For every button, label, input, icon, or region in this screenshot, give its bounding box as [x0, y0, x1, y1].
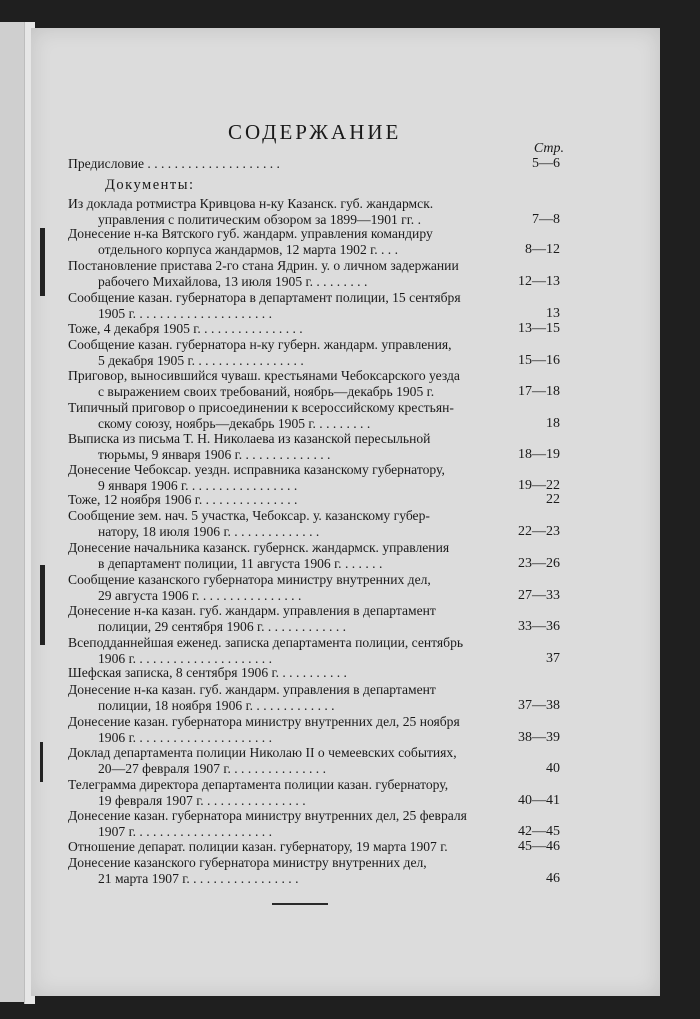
- toc-entry-text: 20—27 февраля 1907 г. . . . . . . . . . . . . . .: [98, 761, 327, 776]
- toc-page-number: 45—46: [518, 839, 560, 854]
- toc-entry: [68, 196, 560, 228]
- toc-entry-text: Отношение депарат. полиции казан. губернатору, 19 марта 1907 г.: [68, 839, 448, 854]
- toc-entry-text: Донесение начальника казанск. губернск. жандармск. управления: [68, 540, 450, 555]
- toc-entry-text: тюрьмы, 9 января 1906 г. . . . . . . . . . . . . .: [98, 447, 331, 462]
- toc-entry-text: отдельного корпуса жандармов, 12 марта 1902 г. . . .: [98, 242, 398, 257]
- toc-entry: [68, 808, 560, 840]
- toc-entry-text: Донесение казан. губернатора министру внутренних дел, 25 февраля: [68, 808, 467, 823]
- toc-page-number: 8—12: [525, 242, 560, 257]
- toc-page-number: 18—19: [518, 447, 560, 462]
- toc-page-number: 17—18: [518, 384, 560, 399]
- toc-entry: [68, 855, 560, 887]
- margin-mark: [40, 565, 45, 645]
- toc-page-number: 15—16: [518, 353, 560, 368]
- toc-entry: [68, 492, 560, 508]
- toc-entry-text: Доклад департамента полиции Николаю II о чемеевских событиях,: [68, 745, 457, 760]
- toc-entry-text: Телеграмма директора департамента полиции казан. губернатору,: [68, 777, 449, 792]
- toc-entry-text: 1906 г. . . . . . . . . . . . . . . . . . . . .: [98, 651, 272, 666]
- toc-entry-text: Типичный приговор о присоединении к всероссийскому крестьян-: [68, 400, 454, 415]
- toc-entry: [68, 682, 560, 714]
- toc-entry-text: Из доклада ротмистра Кривцова н-ку Казанск. губ. жандармск.: [68, 196, 434, 211]
- toc-entry: [68, 226, 560, 258]
- toc-entry-text: полиции, 29 сентября 1906 г. . . . . . . . . . . . .: [98, 619, 347, 634]
- toc-page-number: 40—41: [518, 793, 560, 808]
- toc-page-number: 33—36: [518, 619, 560, 634]
- toc-page-number: 22—23: [518, 524, 560, 539]
- toc-entry: [68, 368, 560, 400]
- toc-page-number: 40: [546, 761, 560, 776]
- toc-entry-text: Постановление пристава 2-го стана Ядрин. у. о личном задержании: [68, 258, 459, 273]
- toc-entry-text: 29 августа 1906 г. . . . . . . . . . . . . . . .: [98, 588, 302, 603]
- toc-entry-text: Донесение казан. губернатора министру внутренних дел, 25 ноября: [68, 714, 460, 729]
- toc-page-number: 23—26: [518, 556, 560, 571]
- toc-entry-text: натору, 18 июля 1906 г. . . . . . . . . . . . . .: [98, 524, 320, 539]
- toc-entry-text: Донесение н-ка казан. губ. жандарм. управления в департамент: [68, 603, 436, 618]
- toc-entry-text: в департамент полиции, 11 августа 1906 г. . . . . . .: [98, 556, 383, 571]
- toc-page-number: 37: [546, 651, 560, 666]
- toc-entry-text: управления с политическим обзором за 1899—1901 гг. .: [98, 212, 421, 227]
- margin-mark: [40, 742, 43, 782]
- toc-page-number: 38—39: [518, 730, 560, 745]
- toc-entry-text: Выписка из письма Т. Н. Николаева из казанской пересыльной: [68, 431, 431, 446]
- toc-page-number: 42—45: [518, 824, 560, 839]
- toc-entry-text: Донесение н-ка казан. губ. жандарм. управления в департамент: [68, 682, 436, 697]
- toc-entry: [68, 714, 560, 746]
- toc-entry-text: рабочего Михайлова, 13 июля 1905 г. . . . . . . . .: [98, 274, 368, 289]
- toc-page-number: 5—6: [532, 156, 560, 171]
- toc-entry-text: Всеподданнейшая еженед. записка департамента полиции, сентябрь: [68, 635, 464, 650]
- toc-entry-text: Предисловие . . . . . . . . . . . . . . . . . . . .: [68, 156, 280, 171]
- toc-entry-text: Шефская записка, 8 сентября 1906 г. . . . . . . . . . .: [68, 665, 347, 680]
- toc-entry: [68, 156, 560, 172]
- toc-entry-text: Тоже, 12 ноября 1906 г. . . . . . . . . . . . . . .: [68, 492, 298, 507]
- toc-page-number: 37—38: [518, 698, 560, 713]
- toc-entry: [68, 635, 560, 667]
- page-column-label: Стр.: [533, 141, 564, 156]
- toc-page-number: 46: [546, 871, 560, 886]
- toc-page-number: 7—8: [532, 212, 560, 227]
- margin-mark: [40, 228, 45, 296]
- section-heading: Документы:: [105, 177, 195, 193]
- toc-entry: [68, 290, 560, 322]
- toc-entry-text: 1906 г. . . . . . . . . . . . . . . . . . . . .: [98, 730, 272, 745]
- toc-entry: [68, 540, 560, 572]
- toc-page-number: 19—22: [518, 478, 560, 493]
- toc-page-number: 13: [546, 306, 560, 321]
- toc-entry-text: 21 марта 1907 г. . . . . . . . . . . . . . . . .: [98, 871, 299, 886]
- toc-page-number: 22: [546, 492, 560, 507]
- previous-page-edge: [0, 22, 27, 1002]
- toc-entry: [68, 337, 560, 369]
- toc-entry-text: Сообщение казан. губернатора в департамент полиции, 15 сентября: [68, 290, 461, 305]
- toc-entry: [68, 665, 560, 681]
- toc-entry: [68, 839, 560, 855]
- toc-entry-text: Сообщение казанского губернатора министру внутренних дел,: [68, 572, 431, 587]
- toc-entry: [68, 258, 560, 290]
- toc-entry: [68, 745, 560, 777]
- toc-entry: [68, 431, 560, 463]
- toc-entry-text: скому союзу, ноябрь—декабрь 1905 г. . . . . . . . .: [98, 416, 371, 431]
- toc-entry: [68, 508, 560, 540]
- toc-entry-text: 5 декабря 1905 г. . . . . . . . . . . . . . . . .: [98, 353, 304, 368]
- toc-entry-text: полиции, 18 ноября 1906 г. . . . . . . . . . . . .: [98, 698, 335, 713]
- toc-entry-text: Сообщение зем. нач. 5 участка, Чебоксар. у. казанскому губер-: [68, 508, 430, 523]
- toc-entry-text: Сообщение казан. губернатора н-ку губерн. жандарм. управления,: [68, 337, 452, 352]
- toc-entry-text: 1905 г. . . . . . . . . . . . . . . . . . . . .: [98, 306, 272, 321]
- toc-entry: [68, 572, 560, 604]
- toc-page-number: 18: [546, 416, 560, 431]
- toc-entry-text: Донесение Чебоксар. уездн. исправника казанскому губернатору,: [68, 462, 445, 477]
- toc-entry: [68, 462, 560, 494]
- toc-page-number: 27—33: [518, 588, 560, 603]
- toc-entry-text: 19 февраля 1907 г. . . . . . . . . . . . . . . .: [98, 793, 306, 808]
- toc-entry-text: Донесение н-ка Вятского губ. жандарм. управления командиру: [68, 226, 433, 241]
- toc-page-number: 12—13: [518, 274, 560, 289]
- toc-entry-text: 9 января 1906 г. . . . . . . . . . . . . . . . .: [98, 478, 298, 493]
- toc-entry: [68, 400, 560, 432]
- toc-entry-text: Тоже, 4 декабря 1905 г. . . . . . . . . . . . . . . .: [68, 321, 303, 336]
- toc-entry-text: 1907 г. . . . . . . . . . . . . . . . . . . . .: [98, 824, 272, 839]
- closing-rule: [272, 903, 328, 905]
- toc-entry: [68, 603, 560, 635]
- toc-entry: [68, 777, 560, 809]
- toc-entry-text: Донесение казанского губернатора министру внутренних дел,: [68, 855, 427, 870]
- toc-page-number: 13—15: [518, 321, 560, 336]
- toc-entry-text: с выражением своих требований, ноябрь—декабрь 1905 г.: [98, 384, 435, 399]
- toc-entry-text: Приговор, выносившийся чуваш. крестьянами Чебоксарского уезда: [68, 368, 460, 383]
- page-title: СОДЕРЖАНИЕ: [228, 120, 402, 144]
- toc-entry: [68, 321, 560, 337]
